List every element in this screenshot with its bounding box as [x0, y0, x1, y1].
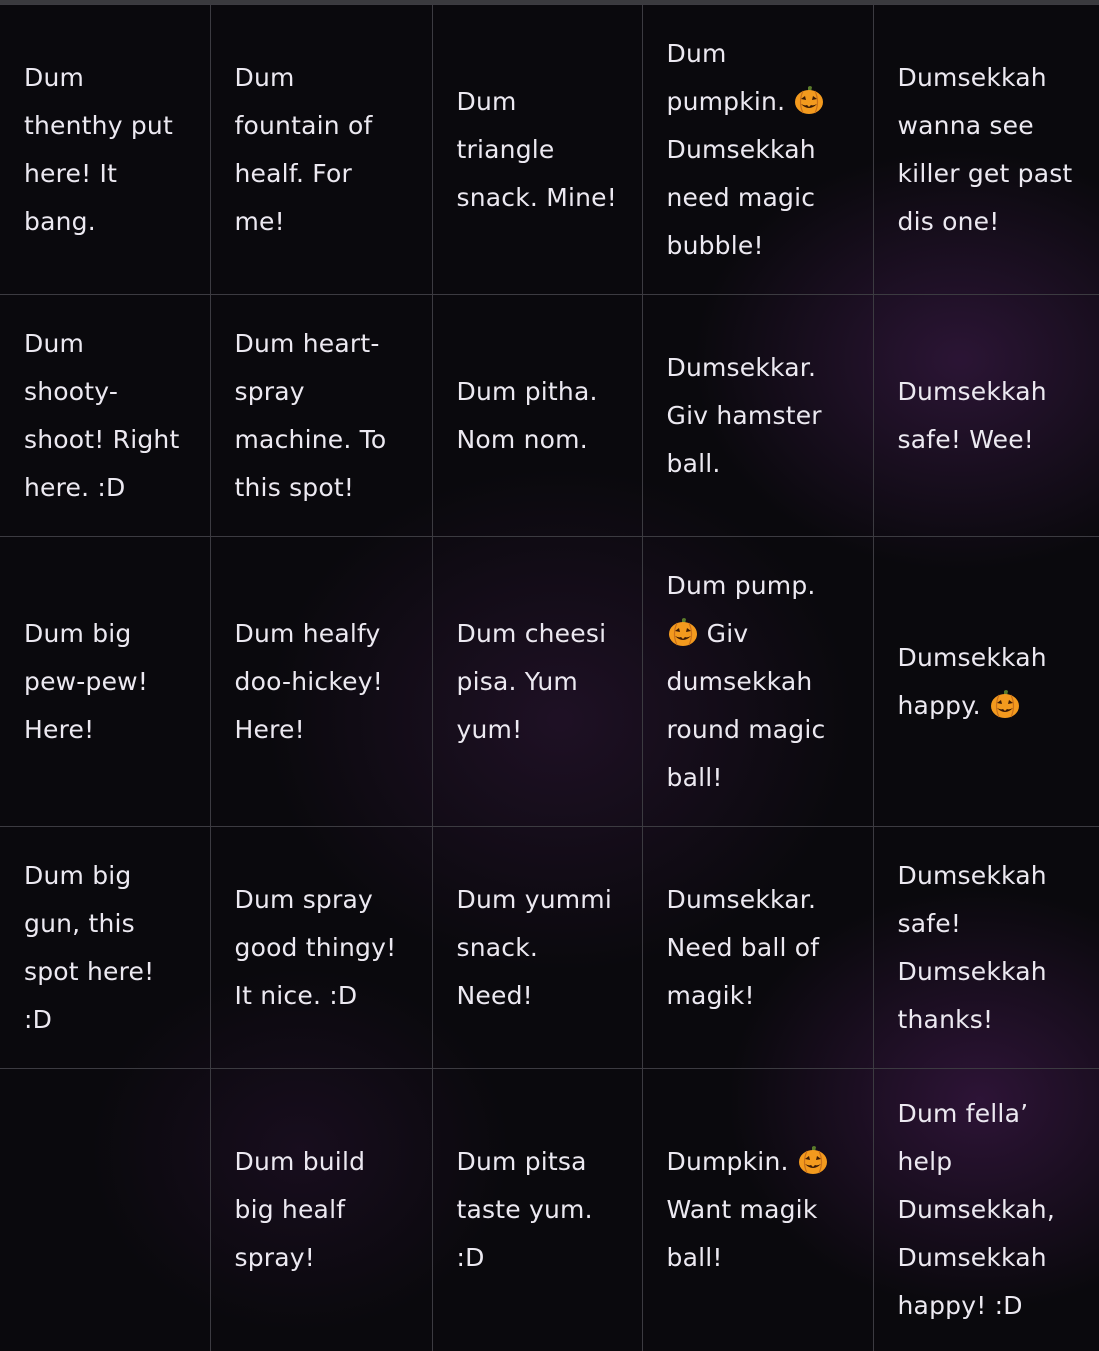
cell-text: Dumsekkah wanna see killer get past dis one!	[897, 62, 1073, 236]
table-cell	[432, 827, 642, 1069]
table-cell	[0, 1069, 210, 1351]
pumpkin-icon	[793, 84, 825, 116]
cell-text: Dum healfy doo-hickey! Here!	[234, 618, 383, 744]
cell-text: Dumsekkar. Giv hamster ball.	[666, 352, 822, 478]
grid-body	[0, 5, 1099, 1351]
table-cell	[642, 537, 873, 827]
table-cell	[873, 537, 1099, 827]
table-cell	[873, 827, 1099, 1069]
table-cell	[432, 1069, 642, 1351]
cell-text: Dumsekkah safe! Dumsekkah thanks!	[897, 860, 1047, 1034]
cell-text: Dum pitha. Nom nom.	[456, 376, 598, 454]
cell-text: Dumsekkah happy.	[897, 642, 1047, 720]
cell-text: Dum fella’ help Dumsekkah, Dumsekkah happy! :D	[897, 1099, 1055, 1321]
table-cell	[210, 827, 432, 1069]
cell-text: Dum big gun, this spot here! :D	[24, 860, 155, 1034]
table-cell	[642, 295, 873, 537]
table-cell	[210, 537, 432, 827]
table-cell	[642, 1069, 873, 1351]
table-cell	[0, 537, 210, 827]
cell-text: Dum thenthy put here! It bang.	[24, 62, 173, 236]
cell-text: Dum build big healf spray!	[234, 1147, 366, 1273]
table-row	[0, 295, 1099, 537]
table-cell	[210, 295, 432, 537]
table-cell	[432, 295, 642, 537]
table-cell	[642, 827, 873, 1069]
table-row	[0, 5, 1099, 295]
cell-text: Dumpkin. Want magik ball!	[667, 1147, 829, 1272]
table-cell	[210, 5, 432, 295]
cell-text: Dum heart- spray machine. To this spot!	[234, 328, 387, 502]
cell-text: Dum fountain of healf. For me!	[234, 62, 373, 236]
cell-text: Dumsekkah safe! Wee!	[897, 376, 1047, 454]
table-cell	[432, 537, 642, 827]
pumpkin-icon	[667, 616, 699, 648]
cell-text: Dum shooty- shoot! Right here. :D	[24, 328, 180, 502]
table-cell	[642, 5, 873, 295]
table-cell	[0, 827, 210, 1069]
table-cell	[873, 295, 1099, 537]
table-row	[0, 537, 1099, 827]
cell-text: Dum yummi snack. Need!	[456, 884, 612, 1010]
dialogue-grid	[0, 4, 1099, 1351]
table-row	[0, 827, 1099, 1069]
cell-text: Dum cheesi pisa. Yum yum!	[456, 618, 607, 744]
table-cell	[0, 295, 210, 537]
cell-text: Dumsekkar. Need ball of magik!	[666, 884, 820, 1010]
cell-text: Dum pump. Giv dumsekkah round magic ball!	[666, 570, 826, 792]
table-cell	[432, 5, 642, 295]
pumpkin-icon	[797, 1144, 829, 1176]
cell-text: Dum triangle snack. Mine!	[456, 86, 617, 212]
table-cell	[873, 5, 1099, 295]
cell-text: Dum pumpkin. Dumsekkah need magic bubble!	[667, 39, 826, 260]
table-cell	[210, 1069, 432, 1351]
cell-text: Dum spray good thingy! It nice. :D	[234, 884, 397, 1010]
table-cell	[873, 1069, 1099, 1351]
pumpkin-icon	[989, 688, 1021, 720]
table-cell	[0, 5, 210, 295]
cell-text: Dum big pew-pew! Here!	[24, 618, 149, 744]
table-row	[0, 1069, 1099, 1351]
cell-text: Dum pitsa taste yum. :D	[456, 1147, 593, 1273]
